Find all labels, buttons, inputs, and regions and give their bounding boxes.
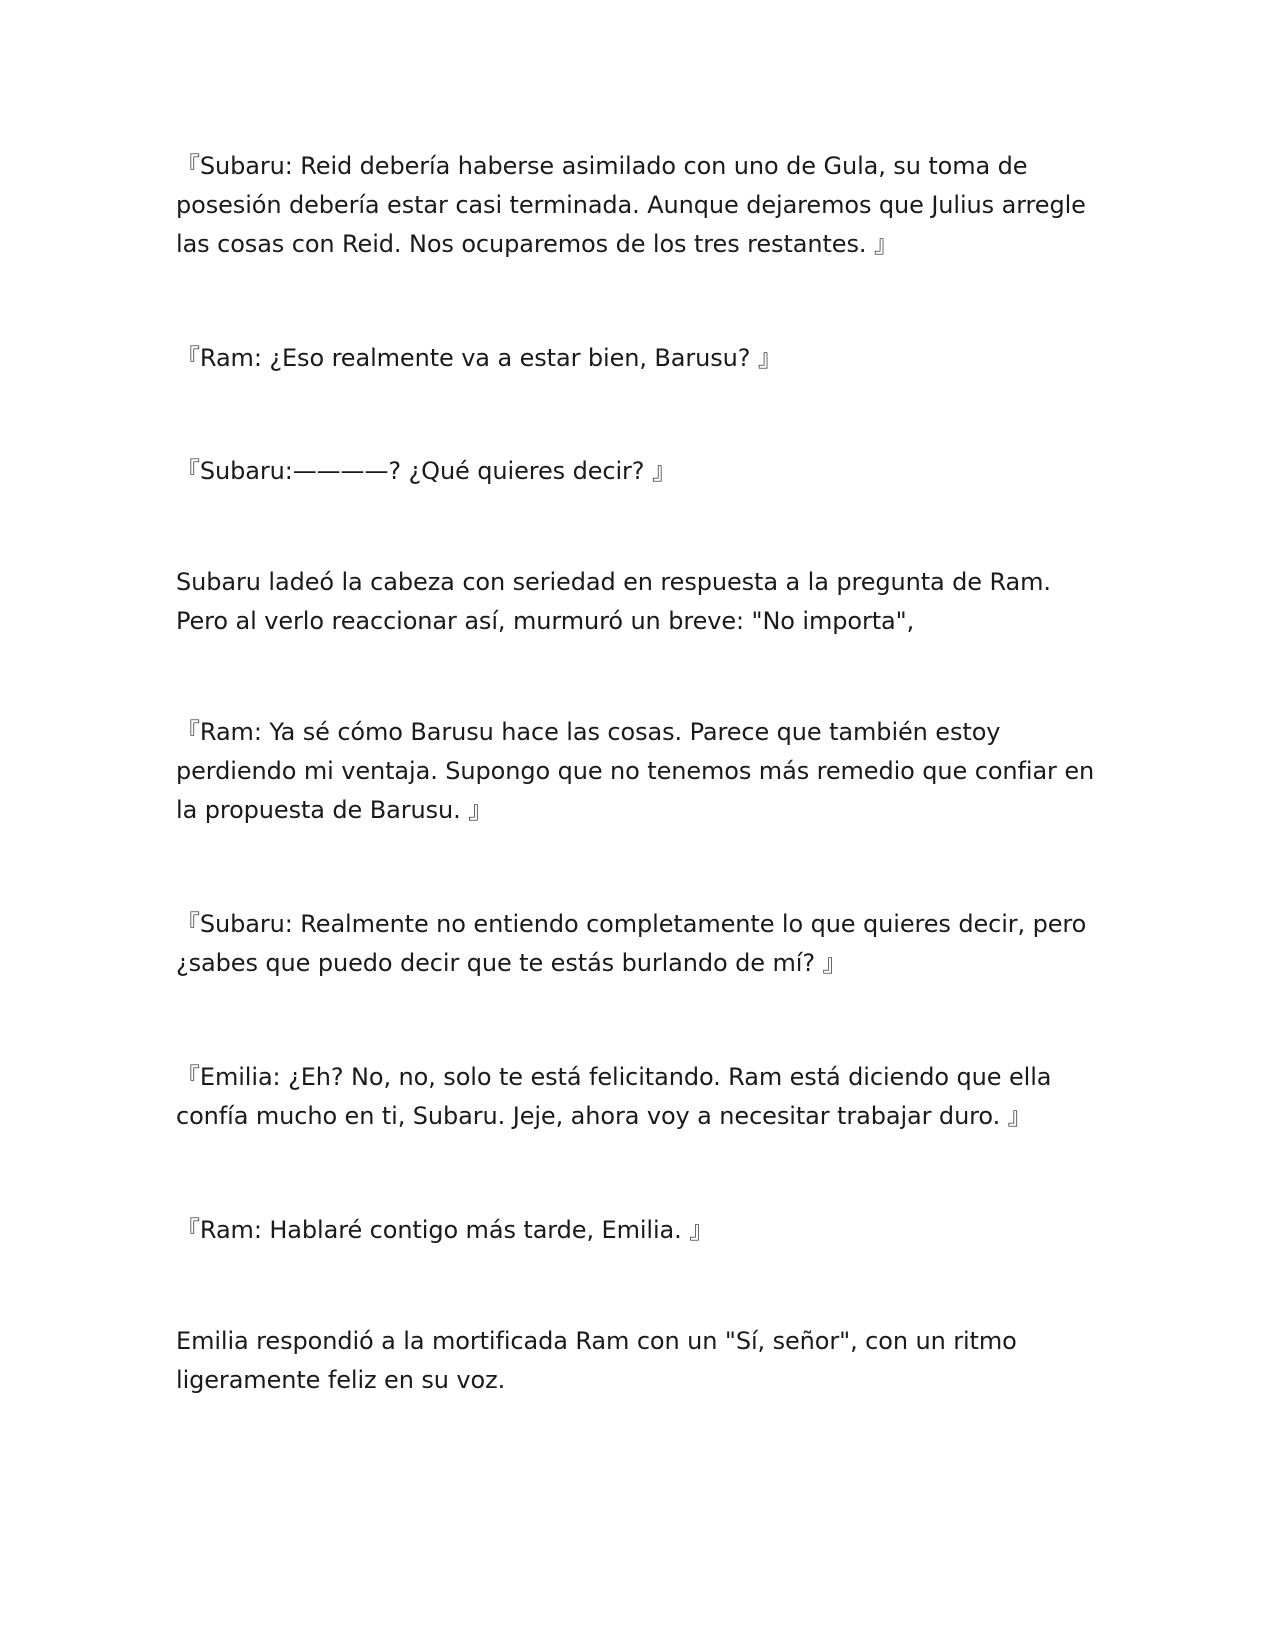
narration-1: Subaru ladeó la cabeza con seriedad en respuesta a la pregunta de Ram. Pero al verlo reaccionar así, murmuró un breve: "No importa", xyxy=(176,568,1051,635)
dialogue-ram-1: 『Ram: ¿Eso realmente va a estar bien, Barusu? 』 xyxy=(176,344,782,372)
narration-2: Emilia respondió a la mortificada Ram con un "Sí, señor", con un ritmo ligeramente feliz en su voz. xyxy=(176,1327,1017,1394)
dialogue-subaru-3: 『Subaru: Realmente no entiendo completamente lo que quieres decir, pero ¿sabes que puedo decir que te estás burlando de mí? 』 xyxy=(176,910,1087,977)
dialogue-subaru-1: 『Subaru: Reid debería haberse asimilado con uno de Gula, su toma de posesión debería estar casi terminada. Aunque dejaremos que Julius arregle las cosas con Reid. Nos ocuparemos de los tres restantes. 』 xyxy=(176,152,1086,258)
dialogue-subaru-2: 『Subaru:————? ¿Qué quieres decir? 』 xyxy=(176,457,676,485)
dialogue-ram-2: 『Ram: Ya sé cómo Barusu hace las cosas. Parece que también estoy perdiendo mi ventaja. Supongo que no tenemos más remedio que confiar en la propuesta de Barusu. 』 xyxy=(176,718,1095,824)
dialogue-emilia-1: 『Emilia: ¿Eh? No, no, solo te está felicitando. Ram está diciendo que ella confía mucho en ti, Subaru. Jeje, ahora voy a necesitar trabajar duro. 』 xyxy=(176,1063,1052,1130)
dialogue-ram-3: 『Ram: Hablaré contigo más tarde, Emilia. 』 xyxy=(176,1216,714,1244)
